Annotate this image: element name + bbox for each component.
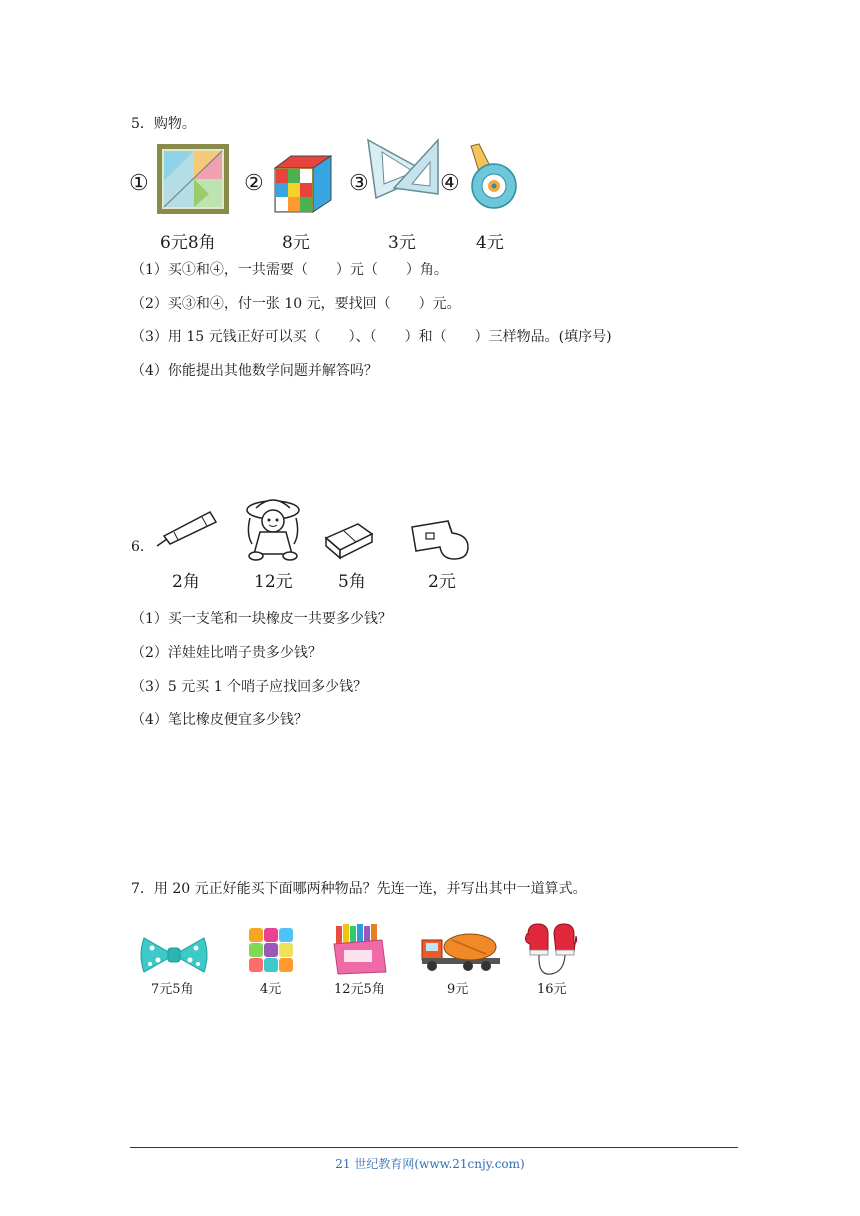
q6-question-3: （3）5 元买 1 个哨子应找回多少钱？: [131, 679, 368, 695]
q5-price-4: 4元: [476, 233, 504, 253]
q6-question-4: （4）笔比橡皮便宜多少钱？: [131, 712, 308, 728]
mittens-icon: [524, 922, 578, 978]
pencil-sharpener-icon: [467, 144, 519, 212]
whistle-icon: [408, 519, 472, 561]
q5-price-2: 8元: [282, 233, 310, 253]
q6-price-2: 12元: [254, 572, 293, 592]
q5-marker-1: ①: [129, 171, 149, 196]
q5-price-3: 3元: [388, 233, 416, 253]
q6-price-1: 2角: [172, 572, 200, 592]
q6-price-3: 5角: [338, 572, 366, 592]
q5-question-3: （3）用 15 元钱正好可以买（ ）、（ ）和（ ）三样物品。(填序号): [131, 329, 612, 345]
tangram-icon: [157, 144, 229, 214]
cement-truck-icon: [420, 930, 502, 972]
q5-price-1: 6元8角: [160, 233, 216, 253]
q7-price-1: 7元5角: [151, 982, 194, 997]
doll-icon: [242, 498, 304, 562]
q6-question-1: （1）买一支笔和一块橡皮一共要多少钱？: [131, 611, 392, 627]
bow-tie-icon: [140, 936, 208, 974]
q7-price-3: 12元5角: [334, 982, 385, 997]
pen-icon: [154, 510, 218, 548]
q7-price-2: 4元: [260, 982, 282, 997]
q6-question-2: （2）洋娃娃比哨子贵多少钱？: [131, 645, 322, 661]
q5-question-2: （2）买③和④，付一张 10 元，要找回（ ）元。: [131, 296, 461, 312]
q6-number: 6．: [131, 539, 154, 555]
q7-price-4: 9元: [447, 982, 469, 997]
q7-price-5: 16元: [537, 982, 567, 997]
footer-text: 21 世纪教育网(www.21cnjy.com): [335, 1157, 525, 1171]
rubiks-cube-icon: [275, 156, 333, 212]
footer-divider: [130, 1147, 738, 1148]
q5-marker-3: ③: [349, 171, 369, 196]
crayon-box-icon: [332, 922, 388, 976]
q6-price-4: 2元: [428, 572, 456, 592]
q5-question-1: （1）买①和④，一共需要（ ）元（ ）角。: [131, 262, 448, 278]
puzzle-blocks-icon: [247, 926, 295, 974]
q5-question-4: （4）你能提出其他数学问题并解答吗？: [131, 363, 378, 379]
set-square-icon: [366, 138, 440, 200]
q5-title: 5．购物。: [131, 116, 196, 132]
q5-marker-4: ④: [440, 171, 460, 196]
q5-marker-2: ②: [244, 171, 264, 196]
q7-title: 7．用 20 元正好能买下面哪两种物品？先连一连，并写出其中一道算式。: [131, 881, 587, 897]
eraser-icon: [324, 520, 374, 560]
